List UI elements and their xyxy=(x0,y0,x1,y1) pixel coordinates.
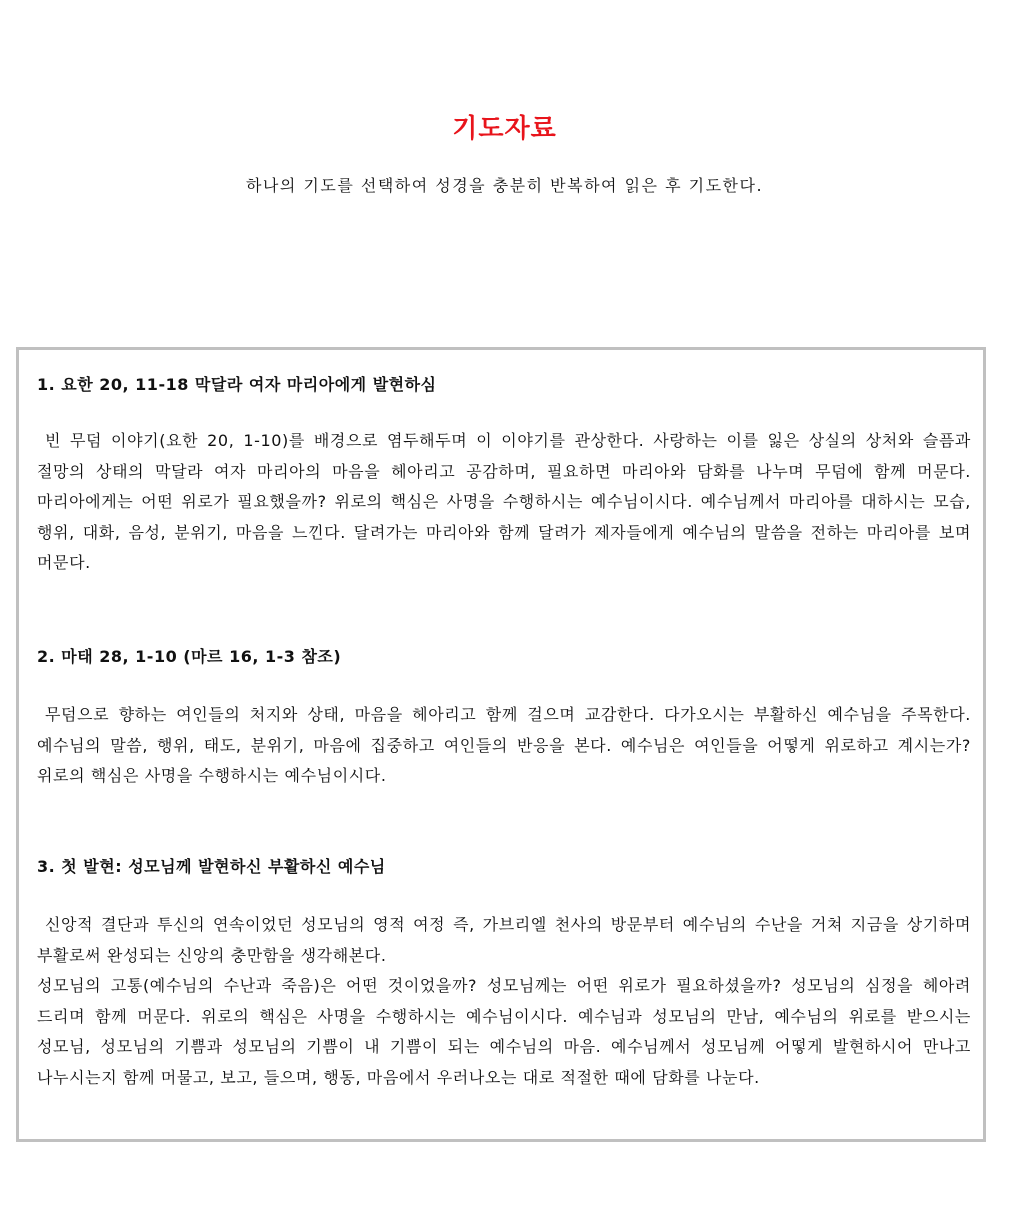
section-2-heading: 2. 마태 28, 1-10 (마르 16, 1-3 참조) xyxy=(37,647,342,666)
section-3-paragraph-2: 성모님의 고통(예수님의 수난과 죽음)은 어떤 것이었을까? 성모님께는 어떤 위로가 필요하셨을까? 성모님의 심정을 헤아려 드리며 함께 머문다. 위로의 핵심은 사명을 수행하시는 예수님이시다. 예수님과 성모님의 만남, 예수님의 위로를 받으시는 성모님, 성모님의 기쁨과 성모님의 기쁨이 내 기쁨이 되는 예수님의 마음. 예수님께서 성모님께 어떻게 발현하시어 만나고 나누시는지 함께 머물고, 보고, 들으며, 행동, 마음에서 우러나오는 대로 적절한 때에 담화를 나눈다. xyxy=(37,976,971,1087)
section-2-paragraph: 무덤으로 향하는 여인들의 처지와 상태, 마음을 헤아리고 함께 걸으며 교감한다. 다가오시는 부활하신 예수님을 주목한다. 예수님의 말씀, 행위, 태도, 분위기, 마음에 집중하고 여인들의 반응을 본다. 예수님은 여인들을 어떻게 위로하고 계시는가? 위로의 핵심은 사명을 수행하시는 예수님이시다. xyxy=(37,705,971,785)
prayer-materials-box xyxy=(16,347,986,1142)
page-subtitle: 하나의 기도를 선택하여 성경을 충분히 반복하여 읽은 후 기도한다. xyxy=(245,176,764,195)
section-1-heading: 1. 요한 20, 11-18 막달라 여자 마리아에게 발현하심 xyxy=(37,375,437,394)
section-2-body xyxy=(37,700,971,792)
section-3-heading: 3. 첫 발현: 성모님께 발현하신 부활하신 예수님 xyxy=(37,857,386,876)
section-1-paragraph: 빈 무덤 이야기(요한 20, 1-10)를 배경으로 염두해두며 이 이야기를 관상한다. 사랑하는 이를 잃은 상실의 상처와 슬픔과 절망의 상태의 막달라 여자 마리아의 마음을 헤아리고 공감하며, 필요하면 마리아와 담화를 나누며 무덤에 함께 머문다. 마리아에게는 어떤 위로가 필요했을까? 위로의 핵심은 사명을 수행하시는 예수님이시다. 예수님께서 마리아를 대하시는 모습, 행위, 대화, 음성, 분위기, 마음을 느낀다. 달려가는 마리아와 함께 달려가 제자들에게 예수님의 말씀을 전하는 마리아를 보며 머문다. xyxy=(37,431,971,572)
section-1-body xyxy=(37,426,971,579)
section-3-paragraph-1: 신앙적 결단과 투신의 연속이었던 성모님의 영적 여정 즉, 가브리엘 천사의 방문부터 예수님의 수난을 거쳐 지금을 상기하며 부활로써 완성되는 신앙의 충만함을 생각해본다. xyxy=(37,915,971,965)
page-title: 기도자료 xyxy=(452,114,557,144)
section-3-body xyxy=(37,910,971,1093)
